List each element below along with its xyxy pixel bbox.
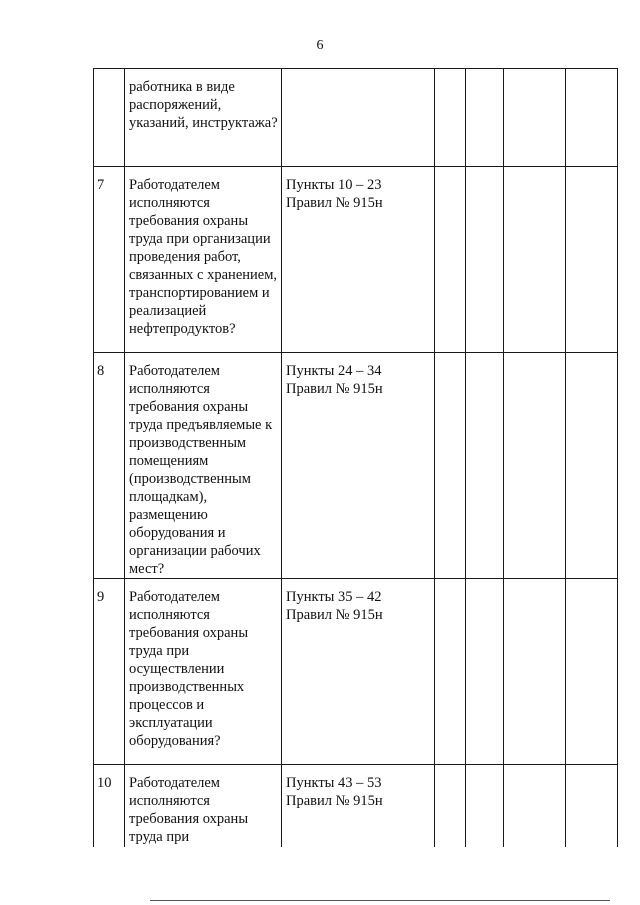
question-text: работника в виде распоряжений, указаний, инструктажа? [129, 79, 278, 131]
row-number-cell [94, 353, 125, 579]
answer-cell-1 [435, 765, 466, 847]
reference-text [282, 69, 434, 78]
row-number-cell [94, 765, 125, 847]
row-number: 9 [97, 589, 105, 605]
reference-cell [282, 579, 435, 765]
checklist-table-container [93, 68, 618, 847]
answer-cell-2 [466, 765, 504, 847]
answer-cell-1 [435, 167, 466, 353]
reference-cell [282, 167, 435, 353]
question-cell [125, 579, 282, 765]
table-row [94, 353, 618, 579]
row-number-cell [94, 167, 125, 353]
question-cell [125, 765, 282, 847]
answer-cell-3 [504, 579, 566, 765]
table-row [94, 579, 618, 765]
answer-cell-4 [566, 353, 618, 579]
question-cell [125, 167, 282, 353]
row-number: 10 [97, 775, 112, 791]
answer-cell-4 [566, 579, 618, 765]
answer-cell-4 [566, 167, 618, 353]
table-row [94, 69, 618, 167]
reference-text: Пункты 10 – 23 Правил № 915н [286, 177, 383, 211]
reference-text: Пункты 24 – 34 Правил № 915н [286, 363, 383, 397]
answer-cell-2 [466, 353, 504, 579]
answer-cell-3 [504, 765, 566, 847]
reference-text: Пункты 43 – 53 Правил № 915н [286, 775, 383, 809]
row-number [94, 69, 124, 78]
table-row [94, 167, 618, 353]
answer-cell-1 [435, 579, 466, 765]
question-text: Работодателем исполняются требования охраны труда при [129, 775, 249, 845]
question-text: Работодателем исполняются требования охраны труда при организации проведения работ, связанных с хранением, транспортированием и реализацией нефтепродуктов? [129, 177, 278, 337]
scan-edge-line [150, 900, 610, 901]
answer-cell-3 [504, 353, 566, 579]
answer-cell-4 [566, 69, 618, 167]
answer-cell-2 [466, 69, 504, 167]
row-number: 7 [97, 177, 105, 193]
table-row [94, 765, 618, 847]
question-cell [125, 353, 282, 579]
answer-cell-3 [504, 69, 566, 167]
page-number: 6 [316, 38, 324, 53]
answer-cell-1 [435, 353, 466, 579]
checklist-table [93, 68, 618, 847]
answer-cell-3 [504, 167, 566, 353]
question-text: Работодателем исполняются требования охраны труда предъявляемые к производственным помещениям (производственным площадкам), размещению оборудования и организации рабочих мест? [129, 363, 273, 577]
row-number: 8 [97, 363, 105, 379]
answer-cell-2 [466, 579, 504, 765]
answer-cell-1 [435, 69, 466, 167]
row-number-cell [94, 69, 125, 167]
reference-text: Пункты 35 – 42 Правил № 915н [286, 589, 383, 623]
answer-cell-4 [566, 765, 618, 847]
reference-cell [282, 765, 435, 847]
question-cell [125, 69, 282, 167]
row-number-cell [94, 579, 125, 765]
reference-cell [282, 353, 435, 579]
answer-cell-2 [466, 167, 504, 353]
question-text: Работодателем исполняются требования охраны труда при осуществлении производственных процессов и эксплуатации оборудования? [129, 589, 249, 749]
reference-cell [282, 69, 435, 167]
